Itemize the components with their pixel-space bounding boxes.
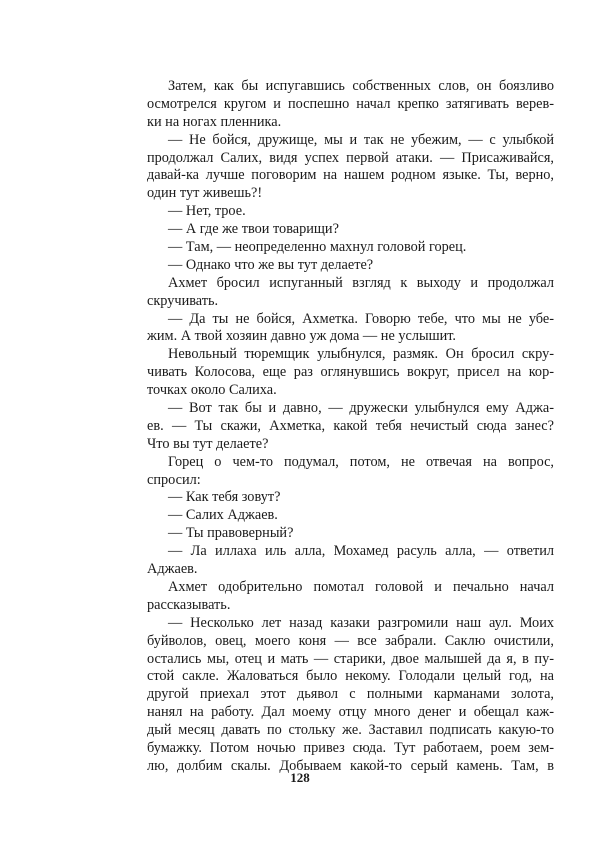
text-line: лю, долбим скалы. Добываем какой-то серый камень. Там, в (147, 757, 554, 774)
text-line: нанял на работу. Дал моему отцу много денег и обещал каж- (147, 704, 554, 721)
text-line: давай-ка лучше поговорим на нашем родном языке. Ты, верно, (147, 167, 554, 184)
text-line: рассказывать. (147, 596, 231, 613)
body-text (147, 78, 554, 776)
text-line: стой сакле. Жаловаться было некому. Голодали целый год, на (147, 668, 554, 685)
text-line: точках около Салиха. (147, 382, 277, 399)
text-line: продолжал Салих, видя успех первой атаки. — Присаживайся, (147, 149, 554, 166)
text-line: Горец о чем-то подумал, потом, не отвечая на вопрос, (168, 453, 554, 470)
text-line: — Вот так бы и давно, — дружески улыбнулся ему Аджа- (168, 400, 554, 417)
text-line: ев. — Ты скажи, Ахметка, какой тебя нечистый сюда занес? (147, 417, 554, 434)
text-line: бумажку. Потом ночью привез сюда. Тут работаем, роем зем- (147, 739, 554, 756)
text-line: один тут живешь?! (147, 185, 263, 202)
text-line: — Ла иллаха иль алла, Мохамед расуль алла, — ответил (168, 543, 554, 560)
text-line: Что вы тут делаете? (147, 435, 269, 452)
text-line: Невольный тюремщик улыбнулся, размяк. Он бросил скру- (168, 346, 554, 363)
text-line: Ахмет бросил испуганный взгляд к выходу и продолжал (168, 274, 554, 291)
text-line: буйволов, овец, моего коня — все забрали. Саклю очистили, (147, 632, 554, 649)
text-line: Аджаев. (147, 561, 198, 578)
text-line: — Там, — неопределенно махнул головой горец. (168, 239, 467, 256)
page-number: 128 (290, 770, 310, 785)
text-line: жим. А твой хозяин давно уж дома — не услышит. (147, 328, 457, 345)
text-line: другой приехал этот дьявол с полными карманами золота, (147, 686, 554, 703)
text-line: скручивать. (147, 292, 219, 309)
text-line: — Несколько лет назад казаки разгромили наш аул. Моих (168, 614, 554, 631)
text-line: — Не бойся, дружище, мы и так не убежим, — с улыбкой (168, 131, 554, 148)
text-line: — Однако что же вы тут делаете? (168, 256, 374, 273)
text-line: — Салих Аджаев. (168, 507, 278, 524)
text-line: — А где же твои товарищи? (168, 221, 339, 238)
text-line: Ахмет одобрительно помотал головой и печально начал (168, 578, 554, 595)
text-line: чивать Колосова, еще раз оглянувшись вокруг, присел на кор- (147, 364, 554, 381)
text-line: осмотрелся кругом и поспешно начал крепко затягивать верев- (147, 95, 554, 112)
text-line: Затем, как бы испугавшись собственных слов, он боязливо (168, 78, 554, 94)
text-line: — Нет, трое. (168, 203, 246, 220)
text-line: — Да ты не бойся, Ахметка. Говорю тебе, что мы не убе- (168, 310, 554, 327)
text-line: — Ты правоверный? (168, 525, 294, 542)
text-line: — Как тебя зовут? (168, 489, 281, 506)
text-line: дый месяц давать по стольку же. Заставил подписать какую-то (147, 722, 554, 739)
text-line: ки на ногах пленника. (147, 113, 282, 130)
text-line: спросил: (147, 471, 201, 488)
text-line: остались мы, отец и мать — старики, двое малышей да я, в пу- (147, 650, 554, 667)
